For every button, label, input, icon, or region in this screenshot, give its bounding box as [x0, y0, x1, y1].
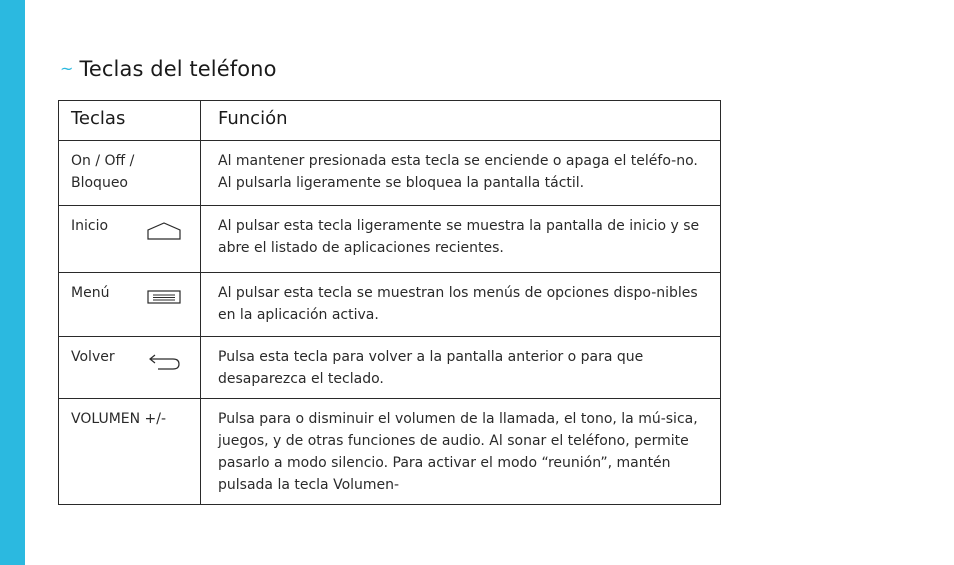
- table-row: [59, 273, 721, 337]
- key-label: VOLUMEN +/-: [71, 411, 167, 427]
- function-description: Pulsa para o disminuir el volumen de la llamada, el tono, la mú-sica, juegos, y de otras funciones de audio. Al sonar el teléfono, permite pasarlo a modo silencio. Para activar el modo “reunión”, mantén pulsada la tecla Volumen-: [218, 411, 698, 493]
- accent-side-bar: [0, 0, 25, 565]
- key-cell: [59, 399, 201, 505]
- function-cell: [201, 399, 721, 505]
- key-cell: [59, 141, 201, 206]
- header-keys: Teclas: [59, 101, 201, 141]
- table-row: [59, 206, 721, 273]
- section-heading: [60, 57, 277, 81]
- home-icon: [146, 221, 182, 241]
- function-cell: [201, 337, 721, 399]
- function-cell: [201, 273, 721, 337]
- back-icon: [146, 352, 182, 372]
- key-cell: [59, 337, 201, 399]
- table-row: [59, 337, 721, 399]
- keys-table: [58, 100, 721, 505]
- function-description: Al mantener presionada esta tecla se enciende o apaga el teléfo-no. Al pulsarla ligeramente se bloquea la pantalla táctil.: [218, 153, 698, 191]
- function-cell: [201, 141, 721, 206]
- function-cell: [201, 206, 721, 273]
- key-label: Inicio: [71, 218, 109, 234]
- function-description: Al pulsar esta tecla se muestran los menús de opciones dispo-nibles en la aplicación activa.: [218, 285, 698, 323]
- table-row: [59, 141, 721, 206]
- heading-marker: ~: [60, 59, 74, 78]
- key-cell: [59, 273, 201, 337]
- table-header-row: [59, 101, 721, 141]
- table-row: [59, 399, 721, 505]
- menu-icon: [146, 288, 182, 308]
- key-label: On / Off / Bloqueo: [71, 153, 135, 191]
- key-cell: [59, 206, 201, 273]
- function-description: Pulsa esta tecla para volver a la pantalla anterior o para que desaparezca el teclado.: [218, 349, 644, 387]
- key-label: Menú: [71, 285, 110, 301]
- heading-title: Teclas del teléfono: [79, 57, 277, 81]
- key-label: Volver: [71, 349, 115, 365]
- function-description: Al pulsar esta tecla ligeramente se muestra la pantalla de inicio y se abre el listado de aplicaciones recientes.: [218, 218, 700, 256]
- header-function: Función: [201, 101, 721, 141]
